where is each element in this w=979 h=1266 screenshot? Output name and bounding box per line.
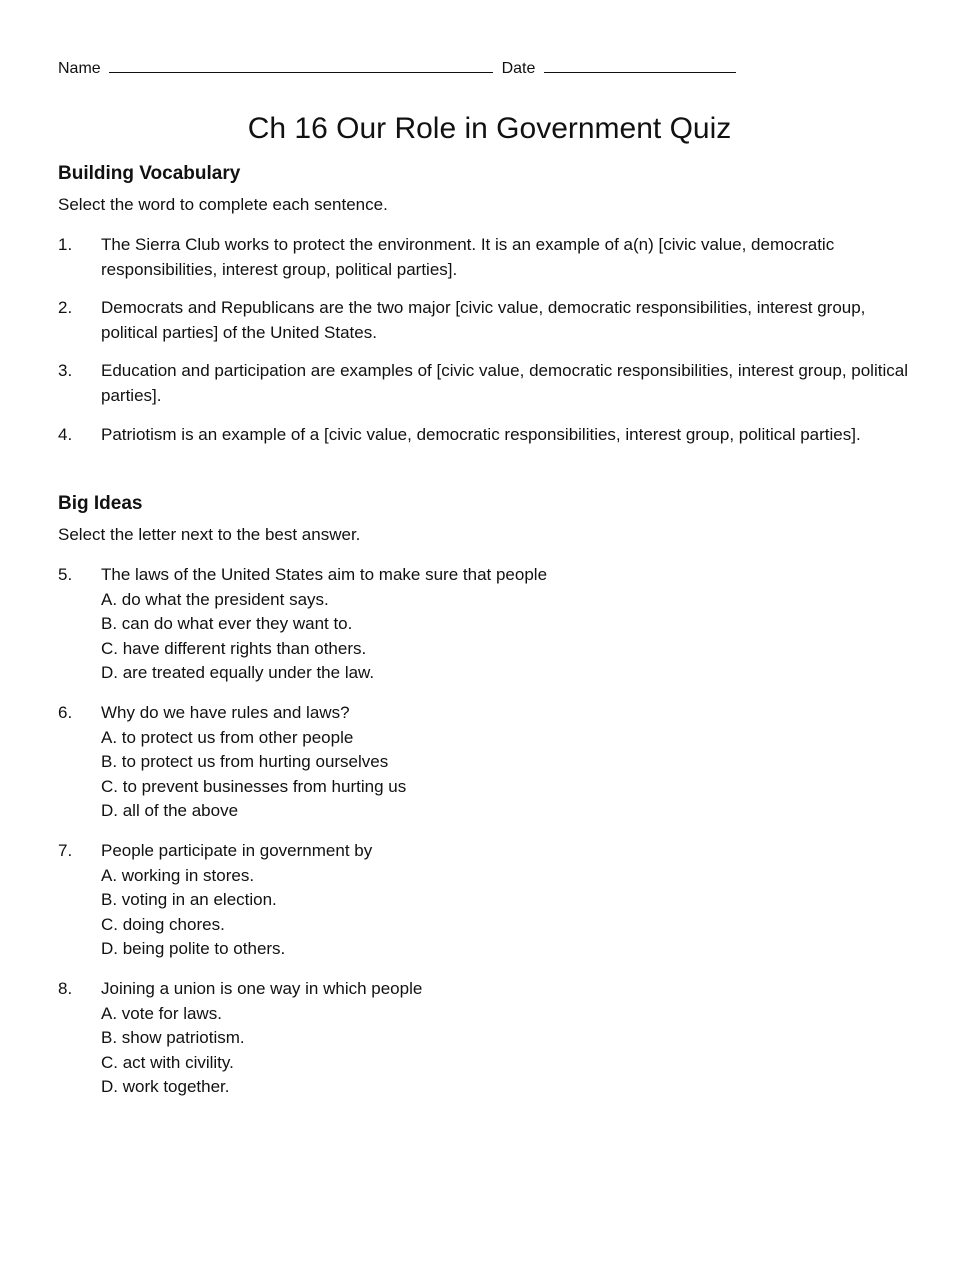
question-text: The laws of the United States aim to make sure that people: [101, 565, 548, 584]
name-label: Name: [58, 60, 101, 77]
answer-option-d[interactable]: D. being polite to others.: [101, 939, 286, 959]
question-text[interactable]: The Sierra Club works to protect the environment. It is an example of a(n) [civic value, democratic responsibilities, interest group, political parties].: [101, 235, 835, 279]
answer-option-a[interactable]: A. do what the president says.: [101, 589, 329, 609]
answer-option-a[interactable]: A. to protect us from other people: [101, 727, 354, 747]
question-item: [58, 359, 918, 408]
question-text: People participate in government by: [101, 840, 373, 860]
question-item: [58, 977, 918, 1100]
answer-option-d[interactable]: D. work together.: [101, 1077, 230, 1097]
question-number: 6.: [58, 702, 73, 722]
name-field[interactable]: [109, 58, 493, 73]
answer-option-d[interactable]: D. all of the above: [101, 801, 239, 821]
answer-option-c[interactable]: C. doing chores.: [101, 914, 225, 934]
question-text[interactable]: Education and participation are examples of [civic value, democratic responsibilities, interest group, political parties].: [101, 361, 908, 405]
answer-option-a[interactable]: A. vote for laws.: [101, 1003, 222, 1023]
question-item: [58, 563, 918, 686]
answer-option-b[interactable]: B. voting in an election.: [101, 890, 277, 910]
question-number: 8.: [58, 978, 73, 998]
page-title: Ch 16 Our Role in Government Quiz: [247, 112, 732, 145]
answer-option-b[interactable]: B. can do what ever they want to.: [101, 614, 353, 634]
big-ideas-section: [58, 492, 918, 546]
answer-option-c[interactable]: C. to prevent businesses from hurting us: [101, 776, 407, 796]
question-number: 5.: [58, 565, 73, 584]
question-number: 4.: [58, 424, 73, 444]
answer-option-c[interactable]: C. act with civility.: [101, 1052, 234, 1072]
answer-option-b[interactable]: B. to protect us from hurting ourselves: [101, 752, 389, 772]
answer-option-c[interactable]: C. have different rights than others.: [101, 638, 367, 658]
section-instruction: Select the word to complete each sentence.: [58, 195, 388, 214]
vocabulary-question-list: [58, 233, 918, 447]
question-item: [58, 423, 918, 448]
section-heading: Big Ideas: [58, 493, 143, 514]
question-text: Joining a union is one way in which people: [101, 978, 423, 998]
answer-option-a[interactable]: A. working in stores.: [101, 865, 255, 885]
question-number: 1.: [58, 235, 73, 254]
question-item: [58, 296, 918, 345]
date-field[interactable]: [544, 58, 736, 73]
section-heading: Building Vocabulary: [58, 163, 241, 184]
question-text[interactable]: Democrats and Republicans are the two major [civic value, democratic responsibilities, interest group, political parties] of the United States.: [101, 298, 866, 342]
vocabulary-section: [58, 162, 918, 216]
question-number: 3.: [58, 361, 73, 381]
big-ideas-question-list: [58, 563, 918, 1100]
section-instruction: Select the letter next to the best answer.: [58, 525, 361, 544]
question-item: [58, 233, 918, 282]
date-label: Date: [501, 60, 536, 77]
question-number: 2.: [58, 298, 73, 318]
question-text[interactable]: Patriotism is an example of a [civic value, democratic responsibilities, interest group, political parties].: [101, 424, 861, 444]
question-item: [58, 701, 918, 824]
question-text: Why do we have rules and laws?: [101, 702, 350, 722]
answer-option-b[interactable]: B. show patriotism.: [101, 1028, 245, 1048]
answer-option-d[interactable]: D. are treated equally under the law.: [101, 663, 375, 683]
question-number: 7.: [58, 840, 73, 860]
question-item: [58, 839, 918, 962]
name-date-line: [58, 58, 740, 79]
